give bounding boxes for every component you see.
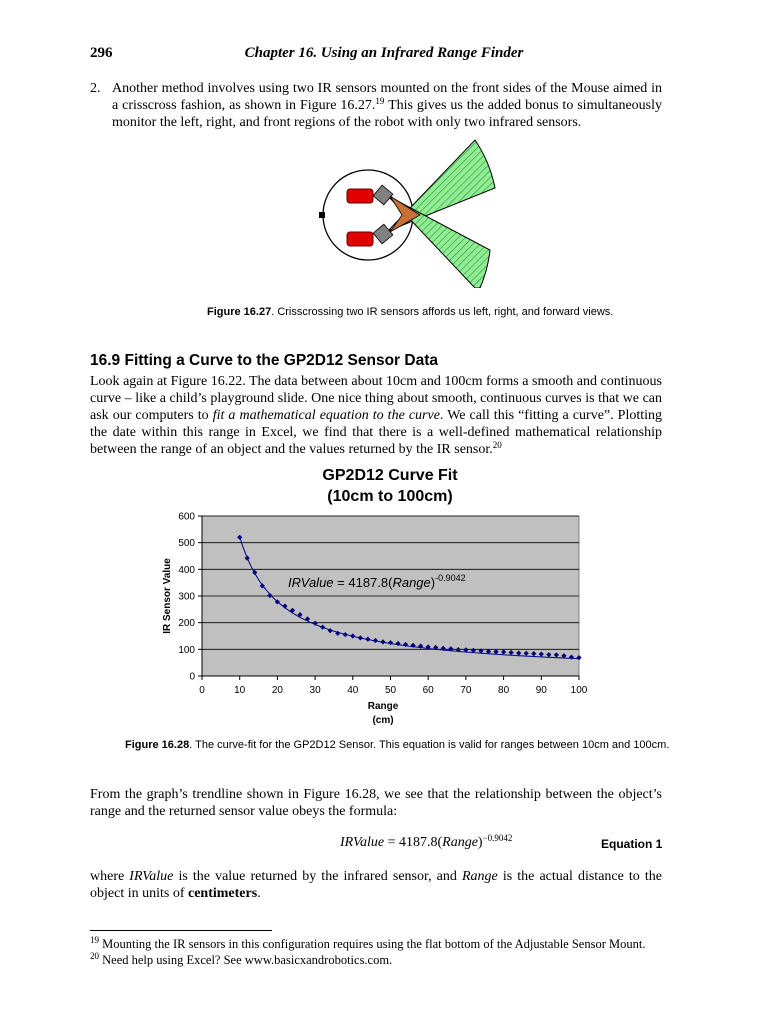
footnote-20 bbox=[90, 952, 690, 968]
annotation-eq: = 4187.8( bbox=[333, 575, 393, 590]
x-tick-labels bbox=[199, 685, 588, 696]
figure-caption-text: . Crisscrossing two IR sensors affords us left, right, and forward views. bbox=[271, 306, 614, 318]
robot-tail-marker bbox=[319, 212, 325, 218]
equation-exponent: −0.9042 bbox=[482, 833, 513, 843]
x-tick-label: 60 bbox=[422, 685, 434, 696]
x-tick-label: 70 bbox=[460, 685, 472, 696]
section-title: 16.9 Fitting a Curve to the GP2D12 Sensor Data bbox=[90, 352, 438, 369]
y-tick-label: 600 bbox=[178, 511, 195, 523]
x-tick-label: 10 bbox=[234, 685, 246, 696]
chart-title-line1: GP2D12 Curve Fit bbox=[322, 467, 458, 484]
annotation-irvalue: IRValue bbox=[288, 575, 334, 590]
x-tick-label: 100 bbox=[570, 685, 588, 696]
list-item-text bbox=[112, 80, 662, 131]
wheel-bottom bbox=[347, 232, 373, 246]
page-number: 296 bbox=[90, 45, 113, 61]
x-tick-label: 90 bbox=[535, 685, 547, 696]
footnote-number: 20 bbox=[90, 951, 99, 961]
footnote-19 bbox=[90, 936, 690, 952]
figure-label: Figure 16.28 bbox=[125, 739, 190, 751]
y-tick-label: 200 bbox=[178, 618, 195, 630]
x-axis-label-line1: Range bbox=[367, 701, 399, 712]
figure-label: Figure 16.27 bbox=[207, 306, 272, 318]
equation-label: Equation 1 bbox=[601, 837, 663, 851]
equation-1 bbox=[340, 835, 512, 851]
footnote-rule bbox=[90, 930, 272, 931]
para1-text-a: Look again at Figure 16.22. The data between about 10cm and 100cm forms a smooth and continuous curve – like a child’s playground slide. One nice thing about smooth, continuous curves is that we can ask our computers to bbox=[90, 374, 662, 423]
y-tick-label: 100 bbox=[178, 644, 195, 656]
para3-centimeters: centimeters bbox=[188, 886, 258, 901]
para3-w2: is the value returned by the infrared sensor, and bbox=[173, 869, 462, 884]
x-tick-label: 20 bbox=[271, 685, 283, 696]
annotation-exponent: -0.9042 bbox=[435, 573, 466, 583]
para1-italic: fit a mathematical equation to the curve bbox=[212, 408, 440, 423]
para3-w4: . bbox=[257, 886, 261, 901]
y-axis-label: IR Sensor Value bbox=[162, 558, 173, 634]
paragraph-trendline: From the graph’s trendline shown in Figure 16.28, we see that the relationship between the object’s range and the returned sensor value obeys the formula: bbox=[90, 787, 662, 819]
annotation-close: ) bbox=[430, 575, 436, 590]
footnote-text: Need help using Excel? See www.basicxandrobotics.com. bbox=[99, 953, 393, 967]
x-tick-label: 0 bbox=[199, 685, 205, 696]
para3-range: Range bbox=[461, 869, 498, 884]
para3-w1: where bbox=[90, 869, 130, 884]
x-tick-label: 80 bbox=[498, 685, 510, 696]
equation-range: Range bbox=[442, 835, 478, 850]
paragraph-curve-fit bbox=[90, 373, 662, 458]
x-tick-label: 40 bbox=[347, 685, 359, 696]
equation-lhs: IRValue bbox=[340, 835, 385, 850]
y-tick-labels bbox=[178, 512, 195, 683]
footnote-text: Mounting the IR sensors in this configuration requires using the flat bottom of the Adjustable Sensor Mount. bbox=[99, 937, 646, 951]
equation-eq: = 4187.8( bbox=[384, 835, 443, 850]
figure-caption-text: . The curve-fit for the GP2D12 Sensor. This equation is valid for ranges between 10cm and 100cm. bbox=[189, 739, 670, 751]
curve-fit-chart bbox=[145, 460, 605, 730]
para3-irvalue: IRValue bbox=[129, 869, 174, 884]
equation-close: ) bbox=[477, 835, 483, 850]
robot-diagram bbox=[310, 138, 510, 288]
footnote-number: 19 bbox=[90, 935, 99, 945]
figure-16-27-caption bbox=[207, 306, 613, 318]
wheel-top bbox=[347, 189, 373, 203]
paragraph-definitions bbox=[90, 868, 662, 902]
list-item-text-b: This gives us the added bonus to simultaneously monitor the left, right, and front regions of the robot with only two infrared sensors. bbox=[112, 98, 663, 130]
annotation-range: Range bbox=[392, 575, 431, 590]
x-tick-label: 30 bbox=[309, 685, 321, 696]
para1-text-b: . We call this “fitting a curve”. Plotting the date within this range in Excel, we find that there is a well-defined mathematical relationship between the range of an object and the values returned by the IR sensor. bbox=[90, 408, 663, 457]
footnote-ref-19: 19 bbox=[375, 96, 385, 106]
para3-w3: is the actual distance to the object in units of bbox=[90, 869, 662, 901]
figure-16-28-caption bbox=[125, 739, 669, 751]
chapter-title: Chapter 16. Using an Infrared Range Finder bbox=[244, 45, 524, 61]
y-tick-label: 300 bbox=[178, 591, 195, 603]
y-tick-label: 500 bbox=[178, 538, 195, 550]
chart-title-line2: (10cm to 100cm) bbox=[327, 488, 453, 505]
list-item-text-a: Another method involves using two IR sensors mounted on the front sides of the Mouse aimed in a crisscross fashion, as shown in Figure 16.27. bbox=[112, 81, 662, 113]
y-tick-label: 400 bbox=[178, 564, 195, 576]
x-axis-label-line2: (cm) bbox=[372, 715, 394, 726]
footnotes bbox=[90, 936, 690, 968]
x-tick-label: 50 bbox=[384, 685, 397, 696]
footnote-ref-20: 20 bbox=[492, 440, 502, 450]
y-tick-label: 0 bbox=[189, 671, 195, 683]
list-item-number: 2. bbox=[90, 81, 101, 96]
list-item-2 bbox=[90, 80, 662, 131]
